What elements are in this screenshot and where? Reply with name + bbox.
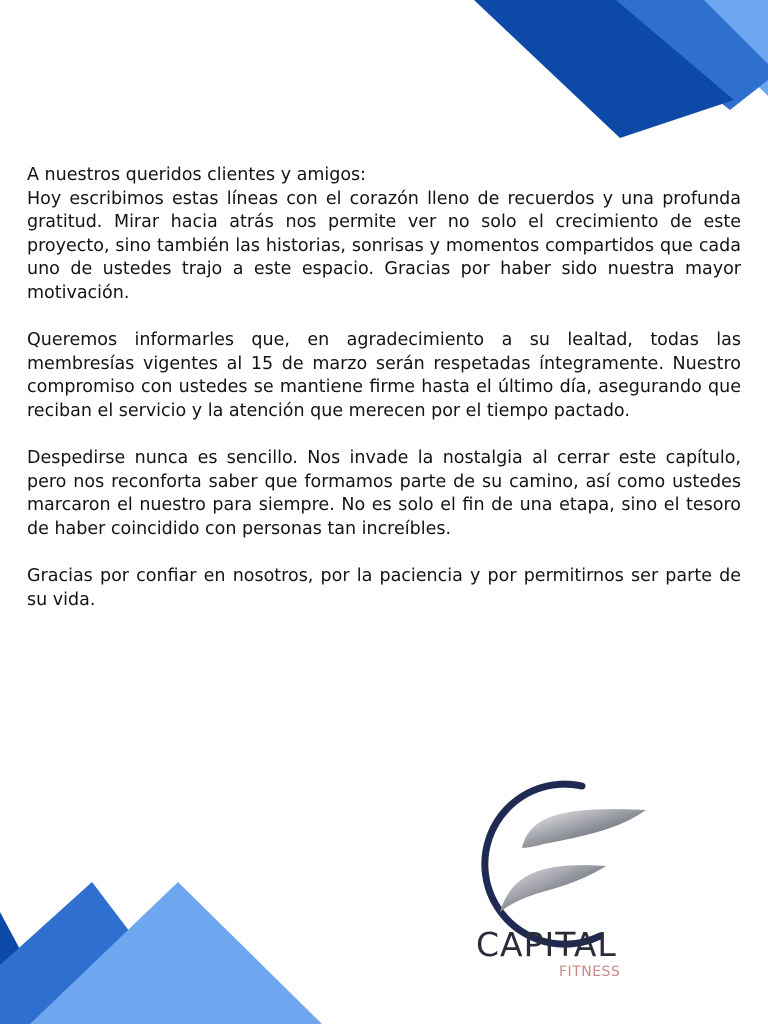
brand-name: CAPITAL xyxy=(476,925,617,964)
logo-ring-icon xyxy=(485,784,600,944)
logo-swoosh-upper-icon xyxy=(522,809,646,848)
brand-tagline: FITNESS xyxy=(559,964,621,980)
letter-paragraph-4: Gracias por confiar en nosotros, por la paciencia y por permitirnos ser parte de su vida. xyxy=(27,566,741,610)
letter-paragraph-1: Hoy escribimos estas líneas con el corazón lleno de recuerdos y una profunda gratitud. Mirar hacia atrás nos permite ver no solo el crecimiento de este proyecto, sino también las historias, sonrisas y momentos compartidos que cada uno de ustedes trajo a este espacio. Gracias por haber sido nuestra mayor motivación. xyxy=(27,188,741,303)
letter-paragraph-3: Despedirse nunca es sencillo. Nos invade la nostalgia al cerrar este capítulo, pero nos reconforta saber que formamos parte de su camino, así como ustedes marcaron el nuestro para siempre. No es solo el fin de una etapa, sino el tesoro de haber coincidido con personas tan increíbles. xyxy=(27,448,741,539)
letter-greeting: A nuestros queridos clientes y amigos: xyxy=(27,165,367,185)
letter-body xyxy=(27,164,741,612)
letter-paragraph-2: Queremos informarles que, en agradecimiento a su lealtad, todas las membresías vigentes al 15 de marzo serán respetadas íntegramente. Nuestro compromiso con ustedes se mantiene firme hasta el último día, asegurando que reciban el servicio y la atención que merecen por el tiempo pactado. xyxy=(27,330,741,421)
logo-swoosh-lower-icon xyxy=(500,865,606,912)
